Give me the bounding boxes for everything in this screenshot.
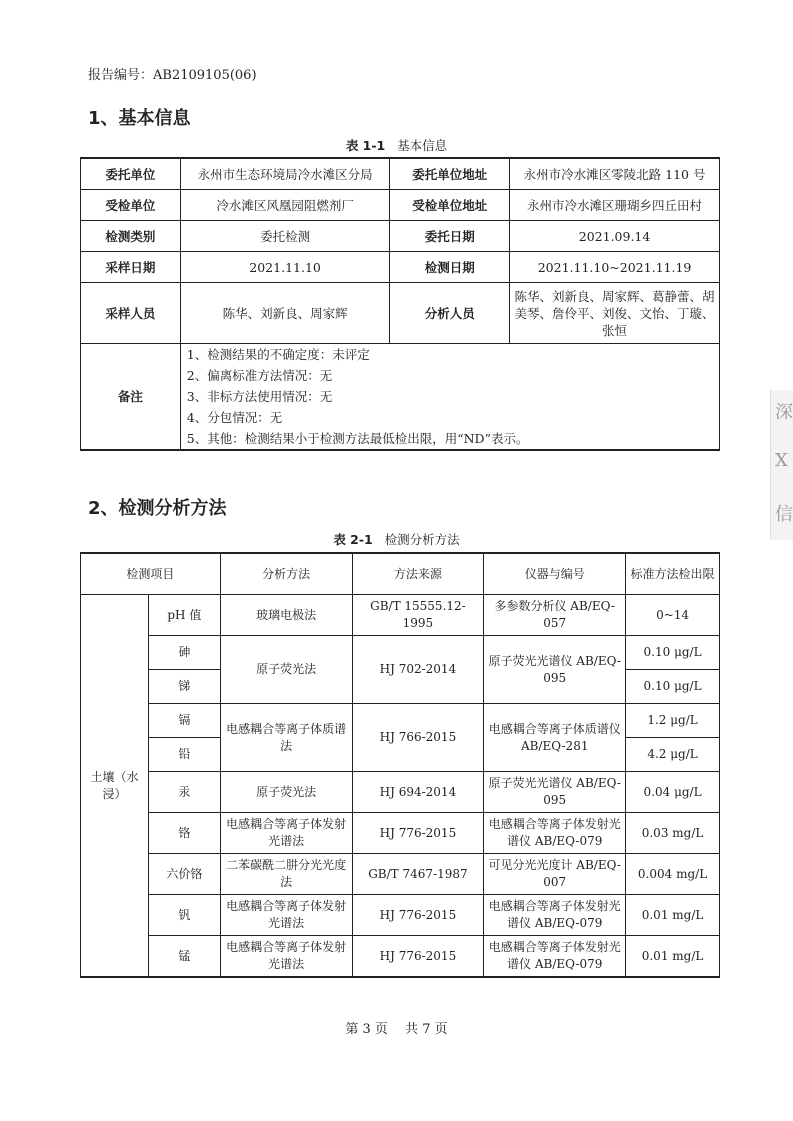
value-client-address: 永州市冷水滩区零陵北路 110 号: [510, 158, 720, 190]
edge-mark: X: [775, 450, 788, 471]
item-cadmium: 镉: [148, 704, 220, 738]
table2-caption-title: 检测分析方法: [384, 532, 460, 547]
limit-manganese: 0.01 mg/L: [626, 936, 720, 978]
instrument-ph: 多参数分析仪 AB/EQ-057: [484, 595, 626, 636]
source-ph: GB/T 15555.12-1995: [352, 595, 484, 636]
limit-hexavalent-chromium: 0.004 mg/L: [626, 854, 720, 895]
value-inspected-unit: 冷水滩区风凰园阻燃剂厂: [180, 190, 390, 221]
label-client: 委托单位: [81, 158, 181, 190]
source-vanadium: HJ 776-2015: [352, 895, 484, 936]
matrix-soil: 土壤（水浸）: [81, 595, 149, 978]
header-item: 检测项目: [81, 553, 221, 595]
label-test-date: 检测日期: [390, 252, 510, 283]
label-client-address: 委托单位地址: [390, 158, 510, 190]
label-samplers: 采样人员: [81, 283, 181, 344]
table1-caption-title: 基本信息: [397, 138, 448, 153]
instrument-chromium: 电感耦合等离子体发射光谱仪 AB/EQ-079: [484, 813, 626, 854]
table1-caption-number: 表 1-1: [345, 138, 386, 153]
item-ph: pH 值: [148, 595, 220, 636]
header-limit: 标准方法检出限: [626, 553, 720, 595]
limit-lead: 4.2 μg/L: [626, 738, 720, 772]
edge-mark: 深: [775, 402, 793, 423]
method-ph: 玻璃电极法: [220, 595, 352, 636]
limit-vanadium: 0.01 mg/L: [626, 895, 720, 936]
label-notes: 备注: [81, 344, 181, 451]
limit-arsenic: 0.10 μg/L: [626, 636, 720, 670]
value-test-type: 委托检测: [180, 221, 390, 252]
value-commission-date: 2021.09.14: [510, 221, 720, 252]
table2-caption-number: 表 2-1: [333, 532, 373, 547]
source-mercury: HJ 694-2014: [352, 772, 484, 813]
value-analysts: 陈华、刘新良、周家辉、葛静蕾、胡美琴、詹伶平、刘俊、文怡、丁璇、张恒: [510, 283, 720, 344]
method-manganese: 电感耦合等离子体发射光谱法: [220, 936, 352, 978]
instrument-manganese: 电感耦合等离子体发射光谱仪 AB/EQ-079: [484, 936, 626, 978]
section-title-basic-info: 1、基本信息: [88, 108, 191, 129]
item-hexavalent-chromium: 六价铬: [148, 854, 220, 895]
instrument-hexavalent-chromium: 可见分光光度计 AB/EQ-007: [484, 854, 626, 895]
label-commission-date: 委托日期: [390, 221, 510, 252]
instrument-mercury: 原子荧光光谱仪 AB/EQ-095: [484, 772, 626, 813]
table1-caption: [0, 136, 793, 154]
section-title-methods: 2、检测分析方法: [88, 498, 227, 519]
item-chromium: 铬: [148, 813, 220, 854]
item-lead: 铅: [148, 738, 220, 772]
page-footer: 第 3 页 共 7 页: [345, 1022, 448, 1037]
source-hexavalent-chromium: GB/T 7467-1987: [352, 854, 484, 895]
edge-mark: 信: [775, 504, 793, 525]
value-samplers: 陈华、刘新良、周家辉: [180, 283, 390, 344]
item-arsenic: 砷: [148, 636, 220, 670]
value-client: 永州市生态环境局冷水滩区分局: [180, 158, 390, 190]
note-item: 1、检测结果的不确定度：未评定: [186, 347, 370, 362]
methods-table: [80, 552, 720, 978]
source-manganese: HJ 776-2015: [352, 936, 484, 978]
method-afs: 原子荧光法: [220, 636, 352, 704]
header-source: 方法来源: [352, 553, 484, 595]
source-afs: HJ 702-2014: [352, 636, 484, 704]
table2-caption: [0, 530, 793, 548]
method-vanadium: 电感耦合等离子体发射光谱法: [220, 895, 352, 936]
instrument-icpms: 电感耦合等离子体质谱仪 AB/EQ-281: [484, 704, 626, 772]
limit-ph: 0~14: [626, 595, 720, 636]
label-inspected-unit: 受检单位: [81, 190, 181, 221]
header-instrument: 仪器与编号: [484, 553, 626, 595]
adjacent-page-edge: [770, 390, 793, 540]
instrument-afs: 原子荧光光谱仪 AB/EQ-095: [484, 636, 626, 704]
label-sampling-date: 采样日期: [81, 252, 181, 283]
method-mercury: 原子荧光法: [220, 772, 352, 813]
item-antimony: 锑: [148, 670, 220, 704]
source-icpms: HJ 766-2015: [352, 704, 484, 772]
method-icpms: 电感耦合等离子体质谱法: [220, 704, 352, 772]
label-inspected-address: 受检单位地址: [390, 190, 510, 221]
label-test-type: 检测类别: [81, 221, 181, 252]
source-chromium: HJ 776-2015: [352, 813, 484, 854]
report-number: 报告编号：AB2109105(06): [88, 68, 257, 83]
note-item: 2、偏离标准方法情况：无: [186, 368, 333, 383]
limit-cadmium: 1.2 μg/L: [626, 704, 720, 738]
item-mercury: 汞: [148, 772, 220, 813]
limit-chromium: 0.03 mg/L: [626, 813, 720, 854]
value-sampling-date: 2021.11.10: [180, 252, 390, 283]
label-analysts: 分析人员: [390, 283, 510, 344]
limit-antimony: 0.10 μg/L: [626, 670, 720, 704]
value-test-date: 2021.11.10~2021.11.19: [510, 252, 720, 283]
note-item: 5、其他：检测结果小于检测方法最低检出限，用“ND”表示。: [186, 431, 529, 446]
item-vanadium: 钒: [148, 895, 220, 936]
method-chromium: 电感耦合等离子体发射光谱法: [220, 813, 352, 854]
note-item: 3、非标方法使用情况：无: [186, 389, 333, 404]
method-hexavalent-chromium: 二苯碳酰二肼分光光度法: [220, 854, 352, 895]
basic-info-table: [80, 157, 720, 451]
limit-mercury: 0.04 μg/L: [626, 772, 720, 813]
item-manganese: 锰: [148, 936, 220, 978]
notes-list: [180, 344, 719, 451]
header-method: 分析方法: [220, 553, 352, 595]
note-item: 4、分包情况：无: [186, 410, 283, 425]
instrument-vanadium: 电感耦合等离子体发射光谱仪 AB/EQ-079: [484, 895, 626, 936]
value-inspected-address: 永州市冷水滩区珊瑚乡四丘田村: [510, 190, 720, 221]
